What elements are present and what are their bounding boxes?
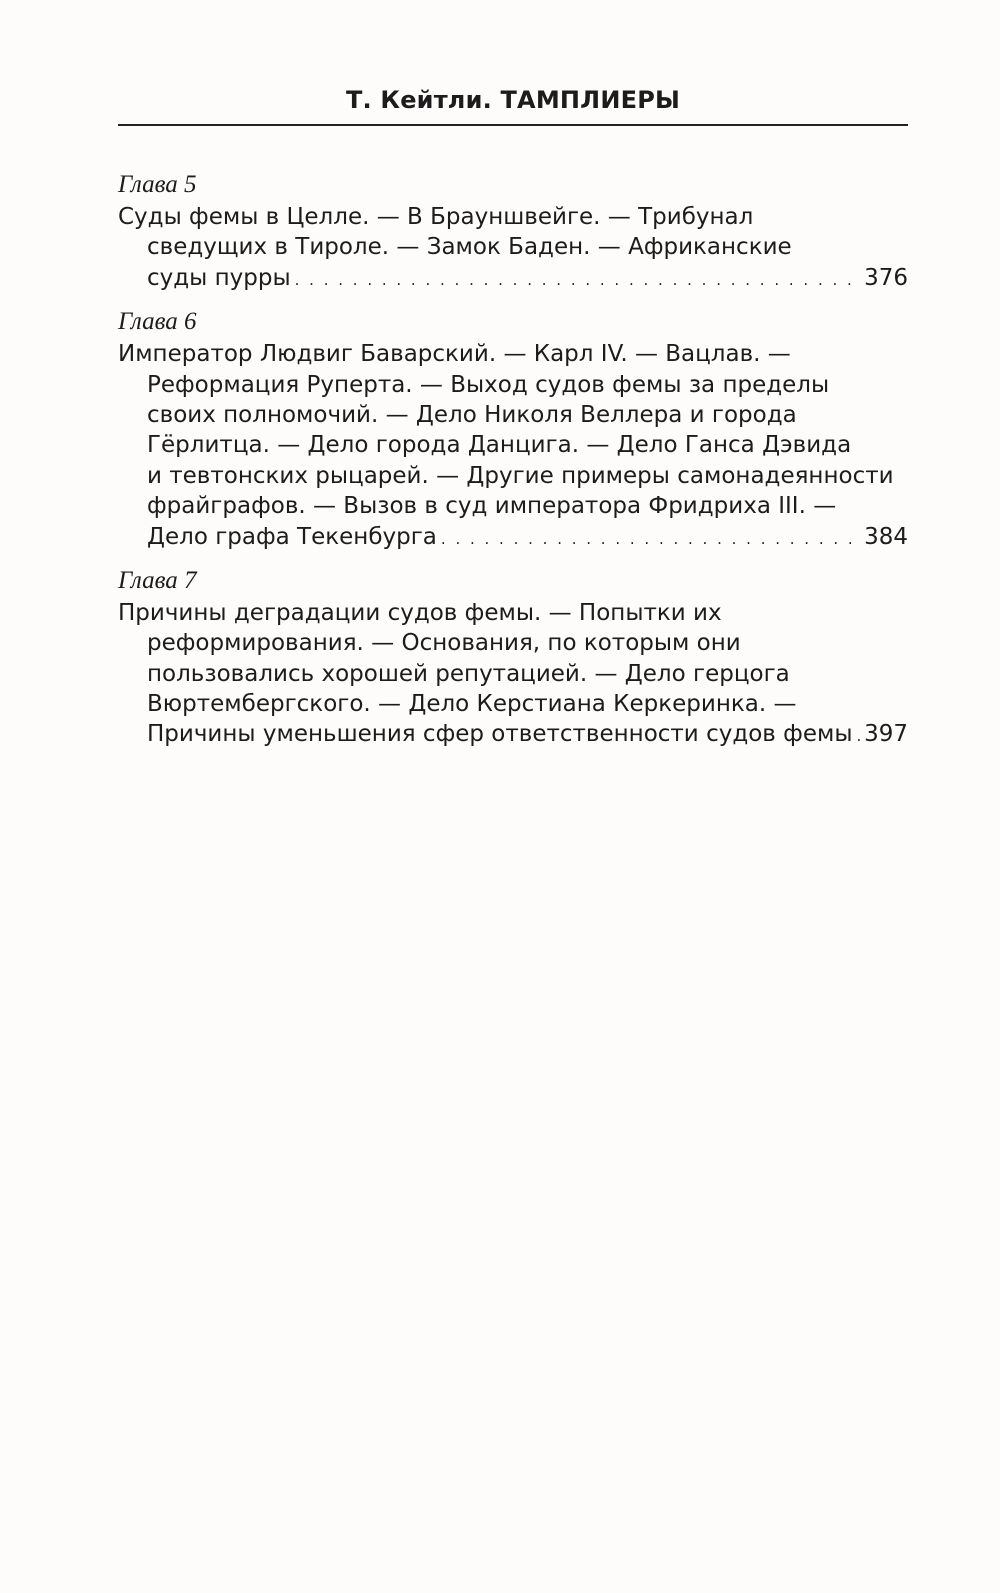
page-number: 397 xyxy=(864,721,908,748)
entry-line: фрайграфов. — Вызов в суд императора Фридриха III. — xyxy=(147,493,837,520)
dot-leader xyxy=(857,721,861,749)
entry-last-line xyxy=(118,719,908,749)
page-number: 376 xyxy=(864,264,908,291)
entry-line: суды пурры xyxy=(147,264,291,291)
entry-line: Император Людвиг Баварский. — Карл IV. — Вацлав. — xyxy=(118,341,791,368)
chapter-label: Глава 6 xyxy=(118,308,197,336)
dot-leader xyxy=(295,265,860,293)
entry-line: реформирования. — Основания, по которым они xyxy=(147,630,741,657)
entry-last-line xyxy=(118,522,908,552)
entry-line: своих полномочий. — Дело Николя Веллера и города xyxy=(147,401,797,428)
entry-line: Суды фемы в Целле. — В Брауншвейге. — Трибунал xyxy=(118,204,754,230)
toc-entry xyxy=(118,598,908,750)
entry-line: Дело графа Текенбурга xyxy=(147,523,437,550)
header-rule xyxy=(118,124,908,126)
toc-entry xyxy=(118,339,908,552)
entry-line: и тевтонских рыцарей. — Другие примеры самонадеянности xyxy=(147,462,894,489)
entry-last-line xyxy=(118,263,908,293)
chapter-label: Глава 7 xyxy=(118,566,197,594)
page-number: 384 xyxy=(864,523,908,550)
dot-leader xyxy=(441,524,860,552)
entry-line: сведущих в Тироле. — Замок Баден. — Африканские xyxy=(147,234,792,261)
toc-chapter-6 xyxy=(118,307,908,552)
entry-line: Реформация Руперта. — Выход судов фемы за пределы xyxy=(147,371,830,398)
table-of-contents xyxy=(118,170,908,764)
entry-line: Гёрлитца. — Дело города Данцига. — Дело Ганса Дэвида xyxy=(147,432,852,459)
entry-line: Причины уменьшения сфер ответственности судов фемы xyxy=(147,721,853,748)
toc-entry xyxy=(118,202,908,293)
entry-line: пользовались хорошей репутацией. — Дело герцога xyxy=(147,660,790,687)
chapter-label: Глава 5 xyxy=(118,171,197,198)
toc-chapter-5 xyxy=(118,170,908,293)
entry-line: Вюртембергского. — Дело Керстиана Керкеринка. — xyxy=(147,691,797,718)
running-header: Т. Кейтли. ТАМПЛИЕРЫ xyxy=(345,86,681,114)
entry-line: Причины деградации судов фемы. — Попытки их xyxy=(118,599,722,626)
toc-chapter-7 xyxy=(118,566,908,750)
